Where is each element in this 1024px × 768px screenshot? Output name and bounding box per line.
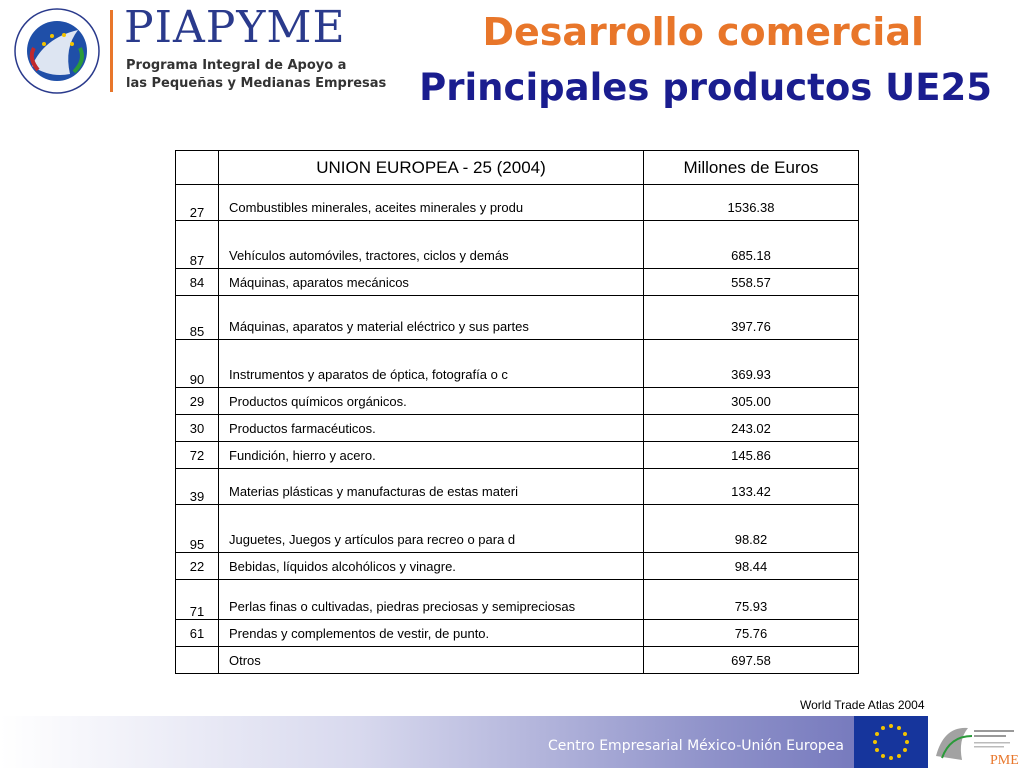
row-description: Combustibles minerales, aceites minerales y produ (219, 185, 644, 221)
footer-text: Centro Empresarial México-Unión Europea (548, 738, 844, 754)
row-code: 39 (176, 469, 219, 505)
row-value: 98.44 (644, 553, 859, 580)
table-row (176, 647, 859, 674)
row-value: 133.42 (644, 469, 859, 505)
row-description: Vehículos automóviles, tractores, ciclos y demás (219, 221, 644, 269)
row-value: 697.58 (644, 647, 859, 674)
table-row (176, 296, 859, 340)
page-title: Desarrollo comercial (482, 10, 924, 54)
table-row (176, 185, 859, 221)
secretaria-economia-logo (928, 716, 1024, 768)
table-row (176, 469, 859, 505)
brand-subtitle-line1: Programa Integral de Apoyo a (126, 58, 347, 73)
row-code: 30 (176, 415, 219, 442)
source-note: World Trade Atlas 2004 (800, 698, 925, 712)
table-row (176, 221, 859, 269)
table-row (176, 505, 859, 553)
row-description: Otros (219, 647, 644, 674)
row-description: Prendas y complementos de vestir, de punto. (219, 620, 644, 647)
table-row (176, 553, 859, 580)
row-value: 75.93 (644, 580, 859, 620)
header-code-cell (176, 151, 219, 185)
row-value: 243.02 (644, 415, 859, 442)
row-value: 305.00 (644, 388, 859, 415)
row-description: Fundición, hierro y acero. (219, 442, 644, 469)
row-value: 1536.38 (644, 185, 859, 221)
row-code: 87 (176, 221, 219, 269)
table-row (176, 388, 859, 415)
brand-title: PIAPYME (124, 2, 346, 53)
row-code: 71 (176, 580, 219, 620)
table-row (176, 415, 859, 442)
table-row (176, 620, 859, 647)
page-subtitle: Principales productos UE25 (419, 66, 992, 109)
row-code: 84 (176, 269, 219, 296)
table-row (176, 442, 859, 469)
row-value: 145.86 (644, 442, 859, 469)
row-description: Perlas finas o cultivadas, piedras preciosas y semipreciosas (219, 580, 644, 620)
products-table (175, 150, 859, 674)
row-code: 85 (176, 296, 219, 340)
row-value: 397.76 (644, 296, 859, 340)
svg-text:PME: PME (990, 753, 1019, 768)
row-code: 72 (176, 442, 219, 469)
brand-subtitle-line2: las Pequeñas y Medianas Empresas (126, 76, 387, 91)
row-value: 369.93 (644, 340, 859, 388)
eu-flag-icon (854, 716, 928, 768)
header-description: UNION EUROPEA - 25 (2004) (219, 151, 644, 185)
row-value: 685.18 (644, 221, 859, 269)
centro-empresarial-seal-logo (14, 8, 100, 94)
row-code: 61 (176, 620, 219, 647)
table-row (176, 340, 859, 388)
table-header-row (176, 151, 859, 185)
row-description: Juguetes, Juegos y artículos para recreo o para d (219, 505, 644, 553)
row-code: 95 (176, 505, 219, 553)
row-value: 98.82 (644, 505, 859, 553)
row-code: 90 (176, 340, 219, 388)
row-value: 75.76 (644, 620, 859, 647)
row-description: Instrumentos y aparatos de óptica, fotografía o c (219, 340, 644, 388)
table-row (176, 269, 859, 296)
brand-divider (110, 10, 113, 92)
row-code: 29 (176, 388, 219, 415)
header-value: Millones de Euros (644, 151, 859, 185)
row-value: 558.57 (644, 269, 859, 296)
row-description: Máquinas, aparatos mecánicos (219, 269, 644, 296)
row-description: Materias plásticas y manufacturas de estas materi (219, 469, 644, 505)
row-description: Productos químicos orgánicos. (219, 388, 644, 415)
row-code (176, 647, 219, 674)
table-row (176, 580, 859, 620)
row-description: Productos farmacéuticos. (219, 415, 644, 442)
row-description: Bebidas, líquidos alcohólicos y vinagre. (219, 553, 644, 580)
row-description: Máquinas, aparatos y material eléctrico y sus partes (219, 296, 644, 340)
row-code: 27 (176, 185, 219, 221)
row-code: 22 (176, 553, 219, 580)
